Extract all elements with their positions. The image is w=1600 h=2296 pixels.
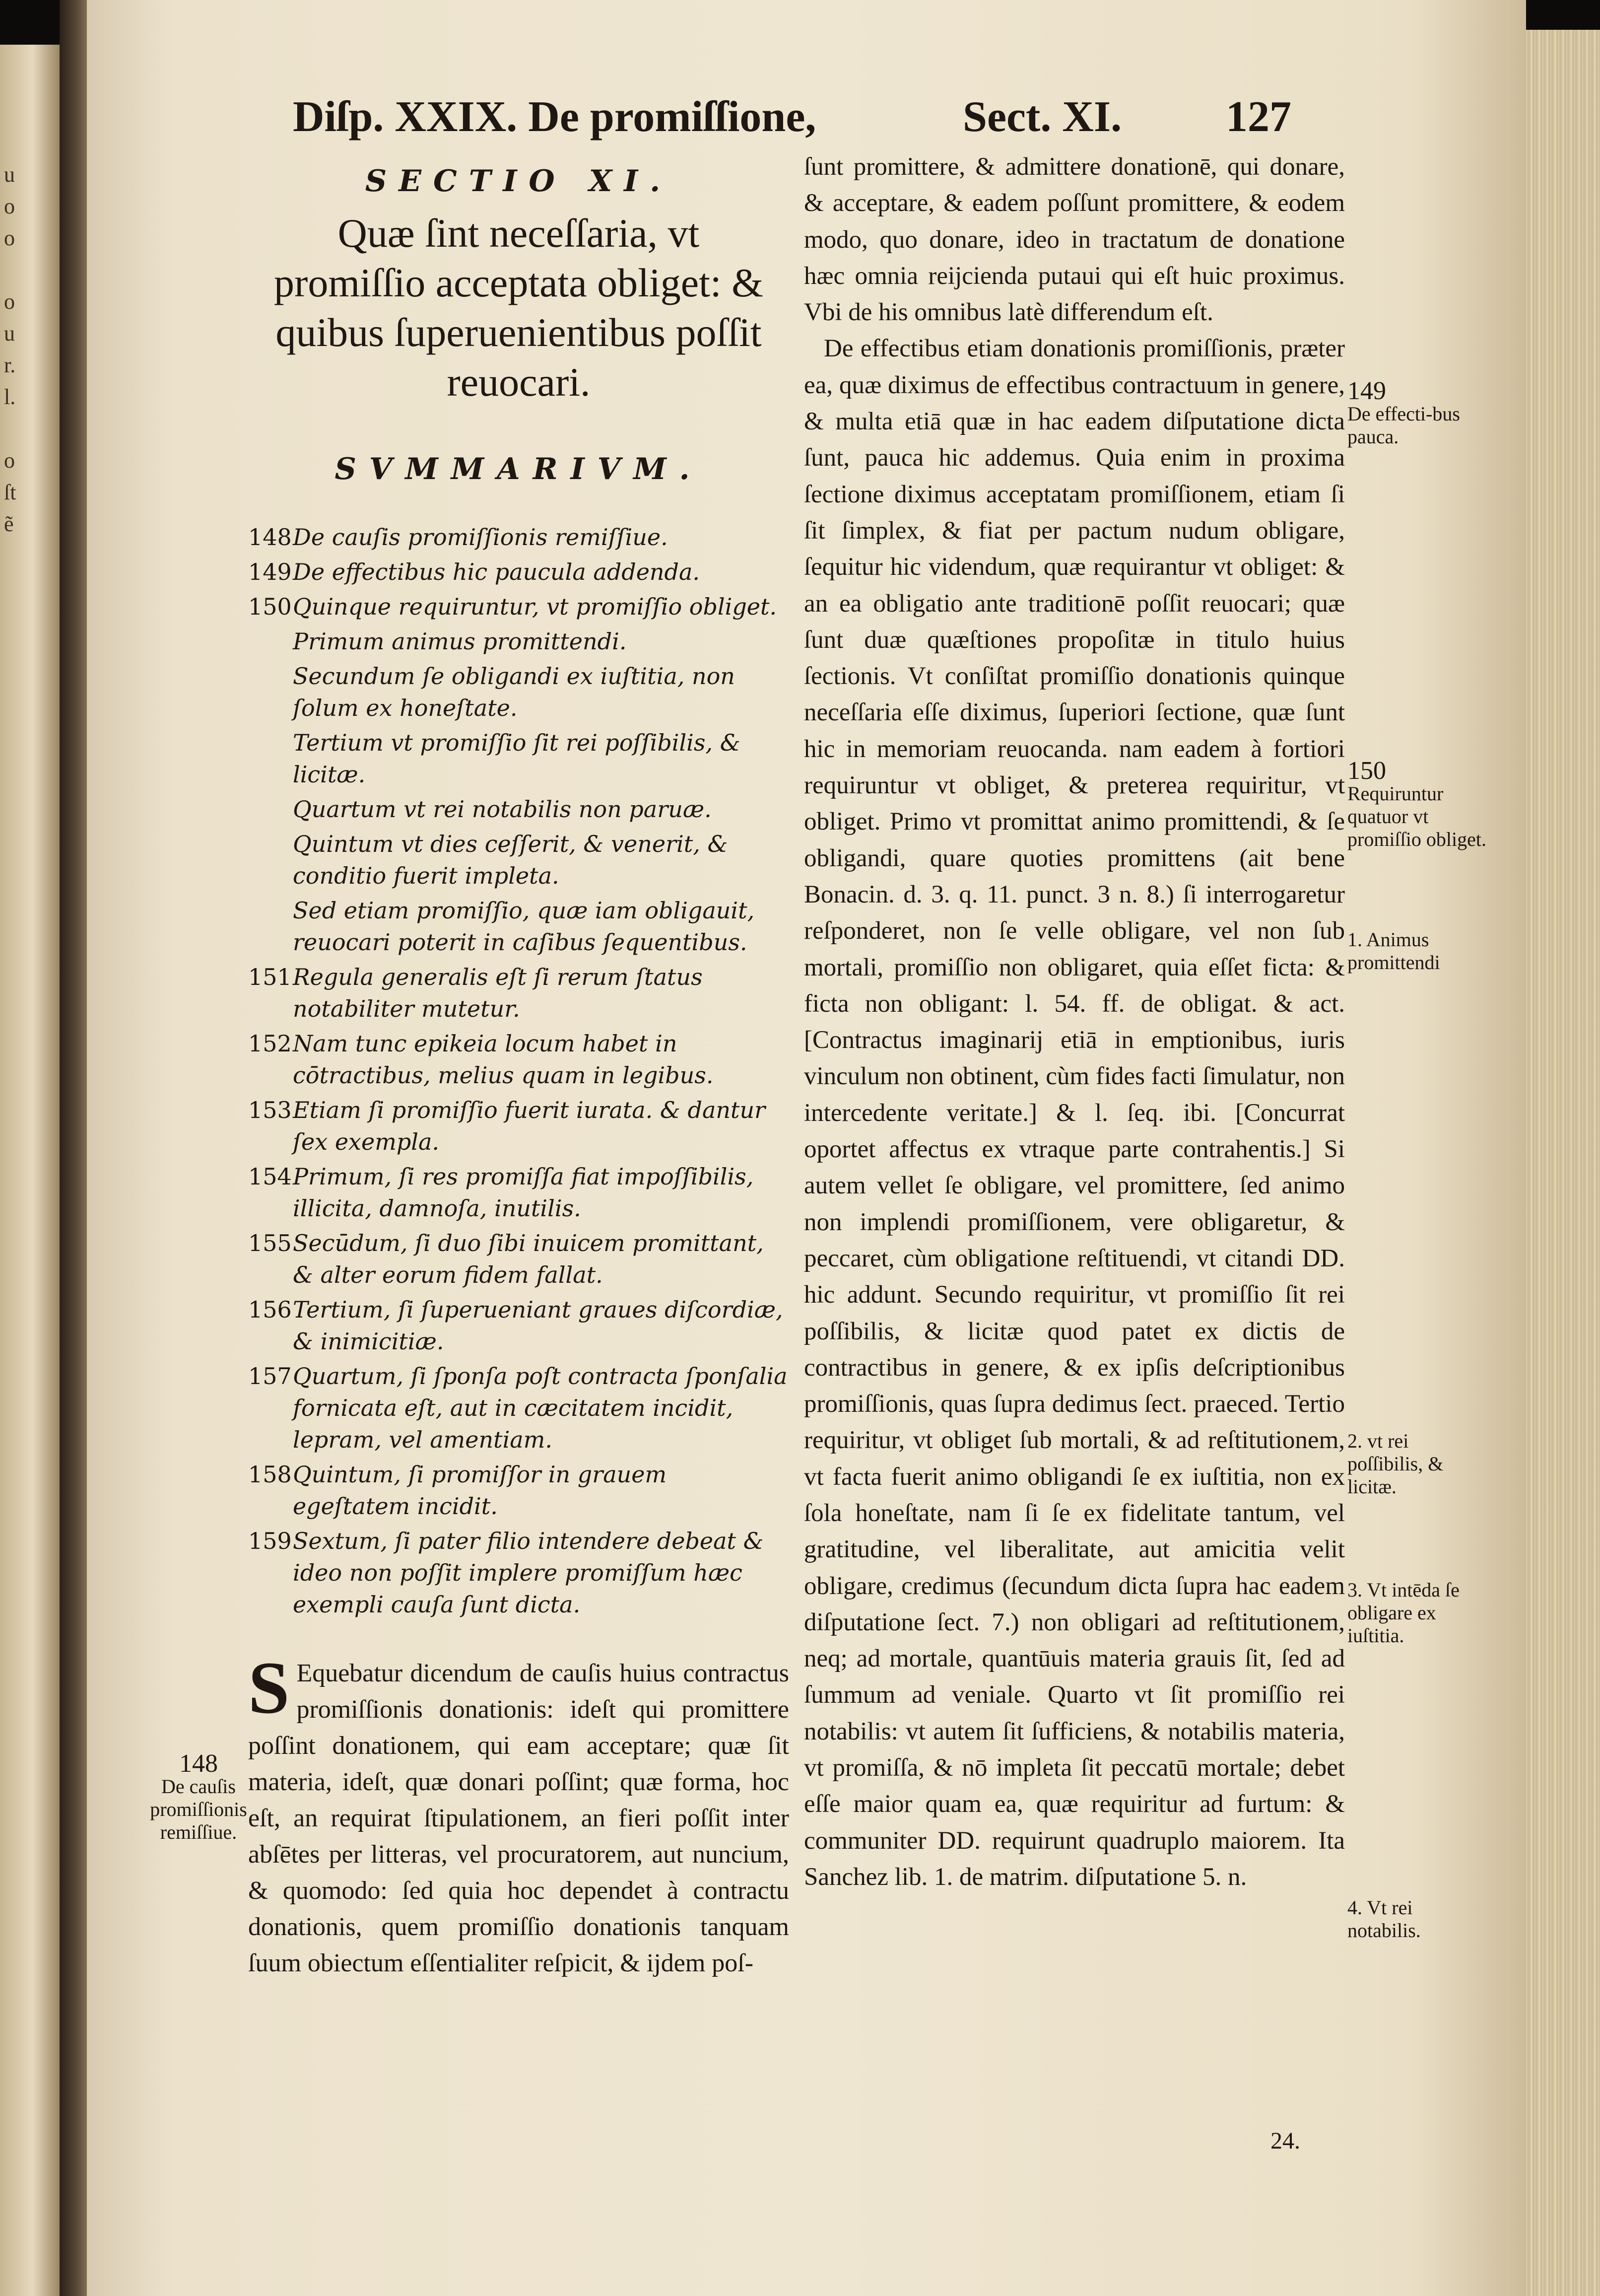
margin-note-text: 4. Vt rei notabilis. bbox=[1347, 1896, 1421, 1942]
summary-item bbox=[248, 961, 789, 1025]
summary-number: 149 bbox=[248, 558, 292, 585]
margin-note-text: De cauſis promiſſionis remiſſiue. bbox=[150, 1775, 247, 1843]
summary-number bbox=[248, 828, 293, 892]
margin-note-number: 148 bbox=[179, 1749, 218, 1778]
summary-item bbox=[248, 1227, 789, 1291]
summary-item bbox=[248, 793, 789, 825]
margin-note-text: 1. Animus promittendi bbox=[1347, 928, 1440, 974]
margin-note-notabilis bbox=[1347, 1896, 1486, 1942]
margin-note-149 bbox=[1347, 377, 1486, 448]
margin-note-text: De effecti-bus pauca. bbox=[1347, 403, 1460, 448]
summary-list bbox=[248, 521, 789, 1620]
section-title: Quæ ſint neceſſaria, vt promiſſio acceptata obliget: & quibus ſuperuenientibus poſſit reuocari. bbox=[274, 210, 763, 405]
summary-number bbox=[248, 793, 293, 825]
summary-text: Quartum vt rei notabilis non paruæ. bbox=[293, 796, 712, 823]
summary-text: Etiam ſi promiſſio fuerit iurata. & dantur ſex exempla. bbox=[293, 1097, 766, 1155]
summary-text: Tertium vt promiſſio ſit rei poſſibilis, & licitæ. bbox=[293, 729, 740, 788]
summary-text: Quinque requiruntur, vt promiſſio obliget. bbox=[293, 593, 777, 620]
summary-text: Quintum vt dies ceſſerit, & venerit, & conditio fuerit impleta. bbox=[293, 831, 728, 889]
summary-text: De cauſis promiſſionis remiſſiue. bbox=[293, 524, 668, 551]
margin-note-150 bbox=[1347, 757, 1486, 851]
summary-item bbox=[248, 1459, 789, 1522]
margin-note-number: 149 bbox=[1347, 377, 1386, 405]
margin-note-text: 2. vt rei poſſibilis, & licitæ. bbox=[1347, 1430, 1444, 1498]
summary-text: Nam tunc epikeia locum habet in cōtractibus, melius quam in legibus. bbox=[293, 1030, 714, 1089]
summary-number: 153 bbox=[248, 1097, 292, 1123]
summary-number: 156 bbox=[248, 1296, 292, 1323]
margin-note-possibilis bbox=[1347, 1430, 1486, 1498]
summary-item bbox=[248, 1525, 789, 1620]
summary-item bbox=[248, 556, 789, 588]
right-paragraph-2: De effectibus etiam donationis promiſſionis, præter ea, quæ diximus de effectibus contractuum in genere, & multa etiā quæ in hac eadem diſputatione dicta ſunt, pauca hic addemus. Quia enim in proxima ſectione diximus acceptatam promiſſionem, etiam ſi ſit ſimplex, & fiat per pactum nudum obligare, ſequitur hic videndum, quæ requirantur vt obliget: & an ea obligatio ante traditionē poſſit reuocari; quæ ſunt duæ quæſtiones propoſitæ in titulo huius ſectionis. Vt conſiſtat promiſſio donationis quinque neceſſaria eſſe diximus, ſuperiori ſectione, quæ ſunt hic in memoriam reuocanda. nam eadem à fortiori requiruntur vt obliget, & preterea requiritur, vt obliget. Primo vt promittat animo promittendi, & ſe obligandi, quare quoties promittens (ait bene Bonacin. d. 3. q. 11. punct. 3 n. 8.) ſi interrogaretur reſponderet, non ſe velle obligare, vel non ſub mortali, promiſſio non obligaret, quia eſſet ficta: & ficta non obligant: l. 54. ff. de obligat. & act. [Contractus imaginarij etiā in emptionibus, iuris vinculum non obtinent, cùm fides facti ſimulatur, non intercedente veritate.] & l. ſeq. ibi. [Concurrat oportet affectus ex vtraque parte contrahentis.] Si autem vellet ſe obligare, vel promittere, ſed animo non implendi promiſſionem, vere obligaretur, & peccaret, cùm obligatione reſtituendi, vt citandi DD. hic addunt. Secundo requiritur, vt promiſſio ſit rei poſſibilis, & licitæ quod patet ex dictis de contractibus in genere, & ex ipſis deſcriptionibus promiſſionis, quas ſupra dedimus ſect. praeced. Tertio requiritur, vt obliget ſub mortali, & ad reſtitutionem, vt facta fuerit animo obligandi ſe ex iuſtitia, non ex ſola honeſtate, nam ſi ſe ex fidelitate tantum, vel gratitudine, vel liberalitate, aut amicitia velit obligare, credimus (ſecundum dicta ſupra hac eadem diſputatione ſect. 7.) non obligari ad reſtitutionem, neq; ad mortale, quantūuis materia grauis ſit, ſed ad ſummum ad veniale. Quarto vt ſit promiſſio rei notabilis: vt autem ſit ſufficiens, & notabilis materia, vt promiſſa, & nō impleta ſit peccatū mortale; debet eſſe maior quam ea, quæ requiritur ad furtum: & communiter DD. requirunt quadruplo maiorem. Ita Sanchez lib. 1. de matrim. diſputatione 5. n. bbox=[804, 335, 1345, 1891]
drop-cap: S bbox=[248, 1647, 290, 1729]
summary-item bbox=[248, 626, 789, 657]
summary-number: 154 bbox=[248, 1163, 292, 1190]
running-header bbox=[293, 92, 1469, 151]
margin-note-number: 150 bbox=[1347, 757, 1386, 785]
summary-text: Quartum, ſi ſponſa poſt contracta ſponſalia fornicata eſt, aut in cæcitatem incidit, lepram, vel amentiam. bbox=[293, 1363, 788, 1453]
right-column bbox=[804, 149, 1345, 1895]
summary-item bbox=[248, 1028, 789, 1091]
summary-number: 150 bbox=[248, 593, 292, 620]
summary-text: Secundum ſe obligandi ex iuſtitia, non ſolum ex honeſtate. bbox=[293, 663, 735, 721]
book-gutter bbox=[60, 0, 89, 2296]
summarium-heading: SVMMARIVM. bbox=[334, 452, 703, 487]
summary-item bbox=[248, 1094, 789, 1158]
page-edges bbox=[1526, 30, 1600, 2296]
summary-number: 148 bbox=[248, 524, 292, 551]
summary-text: Primum, ſi res promiſſa fiat impoſſibilis, illicita, damnoſa, inutilis. bbox=[293, 1163, 754, 1222]
summary-number bbox=[248, 660, 293, 724]
summary-number: 159 bbox=[248, 1528, 292, 1554]
header-disputation: Diſp. XXIX. De promiſſione, bbox=[293, 93, 816, 141]
margin-note-animus bbox=[1347, 928, 1486, 974]
summary-text: De effectibus hic paucula addenda. bbox=[293, 558, 700, 585]
summary-text: Secūdum, ſi duo ſibi inuicem promittant, & alter eorum fidem fallat. bbox=[293, 1230, 764, 1288]
summary-item bbox=[248, 660, 789, 724]
right-paragraph-1: ſunt promittere, & admittere donationē, qui donare, & acceptare, & eadem poſſunt promittere, & eodem modo, quo donare, ideo in tractatum de donatione hæc omnia reijcienda putaui qui eſt huic proximus. Vbi de his omnibus latè differendum eſt. bbox=[804, 153, 1345, 327]
facing-page-fragments: u o o o u r. l. o ſt ẽ bbox=[4, 162, 16, 536]
margin-note-iustitia bbox=[1347, 1579, 1486, 1647]
summary-item bbox=[248, 828, 789, 892]
summary-item bbox=[248, 895, 789, 958]
section-label: SECTIO XI. bbox=[365, 164, 672, 199]
facing-page bbox=[0, 45, 60, 2296]
page-number: 127 bbox=[1226, 93, 1291, 141]
summary-text: Primum animus promittendi. bbox=[293, 628, 627, 655]
summary-item bbox=[248, 591, 789, 623]
summary-text: Tertium, ſi ſuperueniant graues diſcordiæ, & inimicitiæ. bbox=[293, 1296, 783, 1355]
summary-number bbox=[248, 727, 293, 790]
summary-item bbox=[248, 1161, 789, 1224]
left-column bbox=[248, 159, 789, 1981]
summary-number: 155 bbox=[248, 1230, 292, 1256]
margin-note-148 bbox=[149, 1749, 248, 1844]
summary-number: 158 bbox=[248, 1461, 292, 1488]
summary-item bbox=[248, 1294, 789, 1357]
summary-text: Quintum, ſi promiſſor in grauem egeſtatem incidit. bbox=[293, 1461, 667, 1520]
margin-note-text: Requiruntur quatuor vt promiſſio obliget. bbox=[1347, 782, 1486, 850]
summary-text: Sextum, ſi pater filio intendere debeat & ideo non poſſit implere promiſſum hæc exempli cauſa ſunt dicta. bbox=[293, 1528, 764, 1618]
summary-number: 151 bbox=[248, 964, 292, 990]
summary-item bbox=[248, 1360, 789, 1456]
margin-note-text: 3. Vt intēda ſe obligare ex iuſtitia. bbox=[1347, 1579, 1460, 1647]
summary-text: Regula generalis eſt ſi rerum ſtatus notabiliter mutetur. bbox=[293, 964, 703, 1022]
summary-number bbox=[248, 895, 293, 958]
summary-text: Sed etiam promiſſio, quæ iam obligauit, reuocari poterit in caſibus ſequentibus. bbox=[293, 897, 755, 956]
summary-number bbox=[248, 626, 293, 657]
summary-item bbox=[248, 727, 789, 790]
left-body-paragraph: Equebatur dicendum de cauſis huius contractus promiſſionis donationis: ideſt qui promittere poſſint donationem, qui eam acceptare; quæ ſit materia, ideſt, quæ donari poſſint; quæ forma, hoc eſt, an requirat ſtipulationem, an fieri poſſit inter abſētes per litteras, vel procuratorem, aut nuncium, & quomodo: ſed quia hoc dependet à contractu donationis, quem promiſſio donationis tanquam ſuum obiectum eſſentialiter reſpicit, & ijdem poſ- bbox=[248, 1659, 789, 1977]
summary-number: 157 bbox=[248, 1363, 292, 1390]
header-section: Sect. XI. bbox=[963, 93, 1122, 141]
summary-item bbox=[248, 521, 789, 553]
left-body-text bbox=[248, 1647, 789, 1981]
catchword: 24. bbox=[1270, 2128, 1300, 2154]
summary-number: 152 bbox=[248, 1030, 292, 1057]
